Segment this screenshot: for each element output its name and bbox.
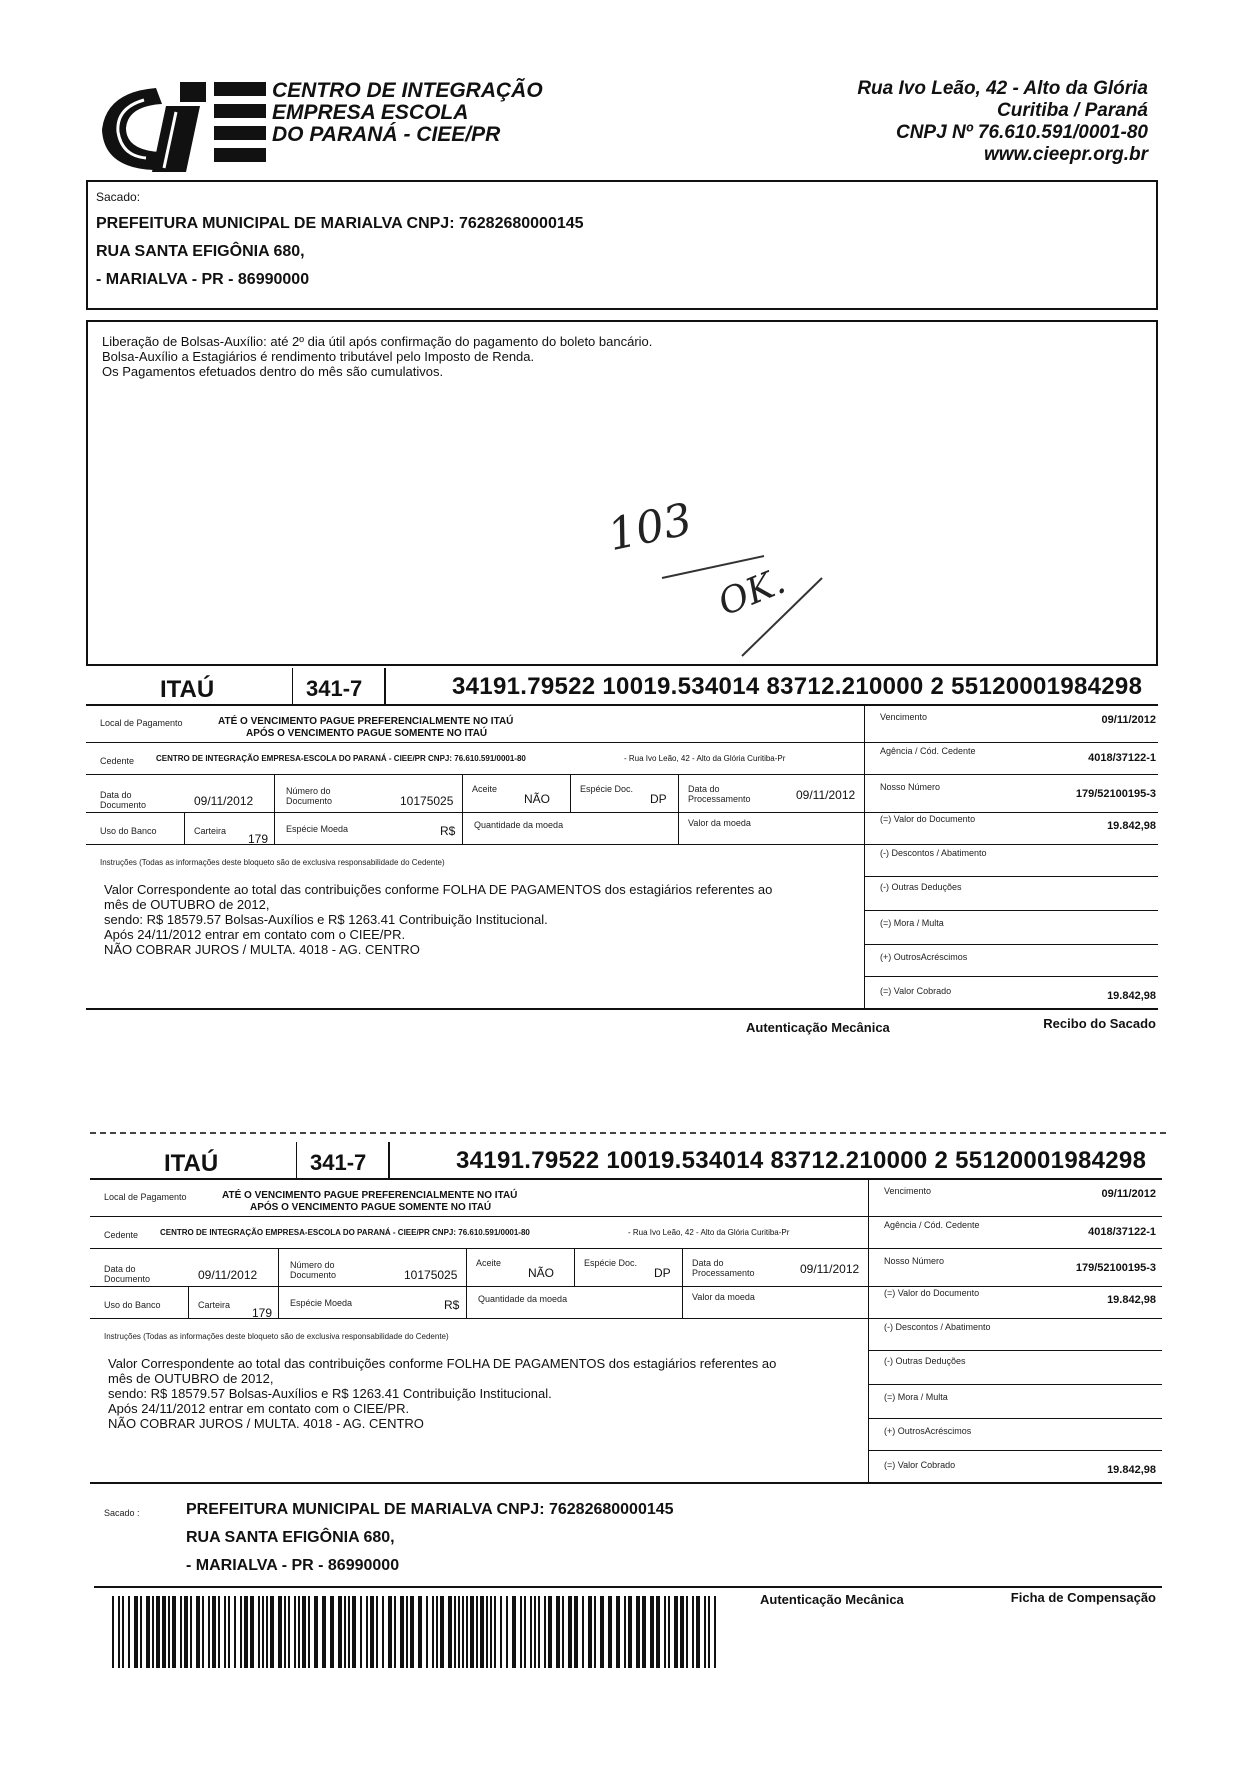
agencia: 4018/37122-1: [1088, 752, 1156, 764]
aceite: NÃO: [524, 792, 551, 806]
instructions: Valor Correspondente ao total das contribuições conforme FOLHA DE PAGAMENTOS dos estagiários referentes ao mês de OUTUBRO de 2012, sendo: R$ 18579.57 Bolsas-Auxílios e R$ 1263.41 Contribuição Institucional. Após 24/11/2012 entrar em contato com o CIEE/PR. NÃO COBRAR JUROS / MULTA. 4018 - AG. CENTRO: [108, 1356, 777, 1431]
barcode-bar: [400, 1596, 404, 1668]
barcode-bar: [512, 1596, 516, 1668]
barcode-bar: [440, 1596, 444, 1668]
barcode: [112, 1596, 718, 1668]
barcode-bar: [680, 1596, 684, 1668]
ficha-de-compensacao: Ficha de Compensação: [1010, 1590, 1156, 1605]
barcode-bar: [556, 1596, 560, 1668]
barcode-bar: [262, 1596, 264, 1668]
valor-cobrado: 19.842,98: [1107, 990, 1156, 1002]
barcode-bar: [370, 1596, 374, 1668]
barcode-bar: [234, 1596, 236, 1668]
barcode-bar: [490, 1596, 492, 1668]
barcode-bar: [664, 1596, 666, 1668]
barcode-bar: [172, 1596, 176, 1668]
barcode-bar: [240, 1596, 242, 1668]
barcode-bar: [112, 1596, 114, 1668]
especie-doc: DP: [650, 792, 667, 806]
autenticacao-mecanica: Autenticação Mecânica: [760, 1592, 904, 1607]
barcode-bar: [212, 1596, 216, 1668]
info-line: Liberação de Bolsas-Auxílio: até 2º dia útil após confirmação do pagamento do boleto bancário.: [102, 334, 653, 349]
barcode-bar: [196, 1596, 200, 1668]
compensation-slip: ITAÚ 341-7 34191.79522 10019.534014 83712.210000 2 55120001984298 Local de Pagamento ATÉ O VENCIMENTO PAGUE PREFERENCIALMENTE NO ITAÚ APÓS O VENCIMENTO PAGUE SOMENTE NO ITAÚ Vencimento 09/11/2012 Cedente CENTRO DE INTEGRAÇÃO EMPRESA-ESCOLA DO PARANÁ - CIEE/PR CNPJ: 76.610.591/0001-80 - Rua Ivo Leão, 42 - Alto da Glória Curitiba-Pr Agência / Cód. Cedente 4018/37122-1 Data do Documento 09/11/2012 Número do Documento 10175025 Aceite NÃO Espécie Doc. DP Data do Processamento 09/11/2012 Nosso Número 179/52100195-3 Uso do Banco Carteira 179 Espécie Moeda R$ Quantidade da moeda Valor da moeda (=) Valor do Documento 19.842,98 Instruções (Todas as informações deste bloqueto são de exclusiva responsabilidade do Cedente) Valor Correspondente ao total das contribuições conforme FOLHA DE PAGAMENTOS dos estagiários referentes ao mês de OUTUBRO de 2012, sendo: R$ 18579.57 Bolsas-Auxílios e R$ 1263.41 Contribuição Institucional. Após 24/11/2012 entrar em contato com o CIEE/PR. NÃO COBRAR JUROS / MULTA. 4018 - AG. CENTRO (-) Descontos / Abatimento (-) Outras Deduções (=) Mora / Multa (+) OutrosAcréscimos (=) Valor Cobrado 19.842,98 Sacado : PREFEITURA MUNICIPAL DE MARIALVA CNPJ: 76282680000145 RUA SANTA EFIGÔNIA 680, - MARIALVA - PR - 86990000 Autenticação Mecânica Ficha de Compensação: [4, 474, 1248, 1774]
digitable-line: 34191.79522 10019.534014 83712.210000 2 55120001984298: [456, 1147, 1147, 1174]
especie-moeda: R$: [440, 824, 456, 838]
receipt-slip: ITAÚ 341-7 34191.79522 10019.534014 83712.210000 2 55120001984298 Local de Pagamento ATÉ O VENCIMENTO PAGUE PREFERENCIALMENTE NO ITAÚ APÓS O VENCIMENTO PAGUE SOMENTE NO ITAÚ Vencimento 09/11/2012 Cedente CENTRO DE INTEGRAÇÃO EMPRESA-ESCOLA DO PARANÁ - CIEE/PR CNPJ: 76.610.591/0001-80 - Rua Ivo Leão, 42 - Alto da Glória Curitiba-Pr Agência / Cód. Cedente 4018/37122-1 Data do Documento 09/11/2012 Número do Documento 10175025 Aceite NÃO Espécie Doc. DP Data do Processamento 09/11/2012 Nosso Número 179/52100195-3 Uso do Banco Carteira 179 Espécie Moeda R$ Quantidade da moeda Valor da moeda (=) Valor do Documento 19.842,98 Instruções (Todas as informações deste bloqueto são de exclusiva responsabilidade do Cedente) Valor Correspondente ao total das contribuições conforme FOLHA DE PAGAMENTOS dos estagiários referentes ao mês de OUTUBRO de 2012, sendo: R$ 18579.57 Bolsas-Auxílios e R$ 1263.41 Contribuição Institucional. Após 24/11/2012 entrar em contato com o CIEE/PR. NÃO COBRAR JUROS / MULTA. 4018 - AG. CENTRO (-) Descontos / Abatimento (-) Outras Deduções (=) Mora / Multa (+) OutrosAcréscimos (=) Valor Cobrado 19.842,98 Autenticação Mecânica Recibo do Sacado: [0, 0, 1248, 1040]
barcode-bar: [406, 1596, 408, 1668]
data-processamento: 09/11/2012: [800, 1262, 860, 1276]
bank-name: ITAÚ: [160, 676, 215, 703]
barcode-bar: [344, 1596, 346, 1668]
barcode-bar: [278, 1596, 282, 1668]
local-pagamento: ATÉ O VENCIMENTO PAGUE PREFERENCIALMENTE NO ITAÚ APÓS O VENCIMENTO PAGUE SOMENTE NO ITAÚ: [222, 1190, 518, 1213]
barcode-bar: [244, 1596, 248, 1668]
barcode-bar: [360, 1596, 362, 1668]
barcode-bar: [352, 1596, 356, 1668]
data-processamento: 09/11/2012: [796, 788, 856, 802]
barcode-bar: [140, 1596, 142, 1668]
barcode-bar: [376, 1596, 378, 1668]
barcode-bar: [562, 1596, 564, 1668]
barcode-bar: [122, 1596, 124, 1668]
barcode-bar: [544, 1596, 546, 1668]
barcode-bar: [270, 1596, 274, 1668]
barcode-bar: [486, 1596, 488, 1668]
barcode-bar: [258, 1596, 260, 1668]
instructions: Valor Correspondente ao total das contribuições conforme FOLHA DE PAGAMENTOS dos estagiários referentes ao mês de OUTUBRO de 2012, sendo: R$ 18579.57 Bolsas-Auxílios e R$ 1263.41 Contribuição Institucional. Após 24/11/2012 entrar em contato com o CIEE/PR. NÃO COBRAR JUROS / MULTA. 4018 - AG. CENTRO: [104, 882, 773, 957]
carteira: 179: [248, 832, 269, 846]
barcode-bar: [686, 1596, 688, 1668]
barcode-bar: [308, 1596, 310, 1668]
valor-cobrado: 19.842,98: [1107, 1464, 1156, 1476]
vencimento: 09/11/2012: [1101, 1188, 1156, 1200]
barcode-bar: [476, 1596, 478, 1668]
barcode-bar: [128, 1596, 130, 1668]
barcode-bar: [134, 1596, 138, 1668]
barcode-bar: [650, 1596, 654, 1668]
barcode-bar: [250, 1596, 254, 1668]
barcode-bar: [208, 1596, 210, 1668]
barcode-bar: [338, 1596, 342, 1668]
barcode-bar: [454, 1596, 456, 1668]
barcode-bar: [426, 1596, 428, 1668]
sacado-street: RUA SANTA EFIGÔNIA 680,: [186, 1529, 395, 1546]
vencimento: 09/11/2012: [1101, 714, 1156, 726]
barcode-bar: [218, 1596, 220, 1668]
barcode-bar: [520, 1596, 522, 1668]
agencia: 4018/37122-1: [1088, 1226, 1156, 1238]
barcode-bar: [348, 1596, 350, 1668]
barcode-bar: [462, 1596, 464, 1668]
barcode-bar: [184, 1596, 188, 1668]
barcode-bar: [118, 1596, 120, 1668]
barcode-bar: [314, 1596, 318, 1668]
valor-documento: 19.842,98: [1107, 820, 1156, 832]
sacado-city: - MARIALVA - PR - 86990000: [186, 1557, 400, 1574]
barcode-bar: [708, 1596, 710, 1668]
barcode-bar: [548, 1596, 552, 1668]
barcode-bar: [524, 1596, 526, 1668]
barcode-bar: [696, 1596, 700, 1668]
barcode-bar: [642, 1596, 646, 1668]
barcode-bar: [628, 1596, 632, 1668]
recibo-do-sacado: Recibo do Sacado: [1043, 1016, 1156, 1031]
local-pagamento: ATÉ O VENCIMENTO PAGUE PREFERENCIALMENTE NO ITAÚ APÓS O VENCIMENTO PAGUE SOMENTE NO ITAÚ: [218, 716, 514, 739]
barcode-bar: [574, 1596, 578, 1668]
barcode-bar: [394, 1596, 396, 1668]
barcode-bar: [582, 1596, 584, 1668]
barcode-bar: [382, 1596, 384, 1668]
barcode-bar: [608, 1596, 612, 1668]
barcode-bar: [202, 1596, 204, 1668]
bank-name: ITAÚ: [164, 1150, 219, 1177]
handwritten-ok: OK.: [712, 560, 792, 625]
sacado-street: RUA SANTA EFIGÔNIA 680,: [96, 243, 305, 260]
barcode-bar: [616, 1596, 620, 1668]
autenticacao-mecanica: Autenticação Mecânica: [746, 1020, 890, 1035]
barcode-bar: [432, 1596, 434, 1668]
barcode-bar: [668, 1596, 670, 1668]
barcode-bar: [168, 1596, 170, 1668]
barcode-bar: [674, 1596, 678, 1668]
digitable-line: 34191.79522 10019.534014 83712.210000 2 55120001984298: [452, 673, 1143, 700]
sacado-label: Sacado:: [96, 190, 141, 204]
barcode-bar: [436, 1596, 438, 1668]
cedente: CENTRO DE INTEGRAÇÃO EMPRESA-ESCOLA DO PARANÁ - CIEE/PR CNPJ: 76.610.591/0001-80: [156, 754, 526, 763]
cedente: CENTRO DE INTEGRAÇÃO EMPRESA-ESCOLA DO PARANÁ - CIEE/PR CNPJ: 76.610.591/0001-80: [160, 1228, 530, 1237]
barcode-bar: [366, 1596, 368, 1668]
barcode-bar: [636, 1596, 640, 1668]
barcode-bar: [146, 1596, 150, 1668]
bank-code: 341-7: [306, 676, 363, 701]
barcode-bar: [480, 1596, 484, 1668]
sacado-city: - MARIALVA - PR - 86990000: [96, 271, 310, 288]
barcode-bar: [500, 1596, 502, 1668]
barcode-bar: [284, 1596, 286, 1668]
barcode-bar: [294, 1596, 296, 1668]
barcode-bar: [624, 1596, 626, 1668]
barcode-bar: [530, 1596, 532, 1668]
handwritten-number: 103: [603, 493, 697, 562]
barcode-bar: [330, 1596, 334, 1668]
barcode-bar: [656, 1596, 660, 1668]
org-name: CENTRO DE INTEGRAÇÃO EMPRESA ESCOLA DO PARANÁ - CIEE/PR: [272, 79, 543, 146]
barcode-bar: [704, 1596, 706, 1668]
barcode-bar: [588, 1596, 592, 1668]
barcode-bar: [266, 1596, 268, 1668]
barcode-bar: [494, 1596, 496, 1668]
barcode-bar: [388, 1596, 392, 1668]
barcode-bar: [224, 1596, 226, 1668]
org-address: Rua Ivo Leão, 42 - Alto da Glória Curitiba / Paraná CNPJ Nº 76.610.591/0001-80 www.cieepr.org.br: [857, 78, 1148, 165]
sacado-label: Sacado :: [104, 1508, 140, 1518]
barcode-bar: [506, 1596, 508, 1668]
bank-code: 341-7: [310, 1150, 367, 1175]
barcode-bar: [228, 1596, 230, 1668]
sacado-name: PREFEITURA MUNICIPAL DE MARIALVA CNPJ: 76282680000145: [186, 1501, 674, 1518]
nosso-numero: 179/52100195-3: [1075, 788, 1156, 800]
barcode-bar: [418, 1596, 422, 1668]
nosso-numero: 179/52100195-3: [1075, 1262, 1156, 1274]
barcode-bar: [714, 1596, 716, 1668]
data-documento: 09/11/2012: [198, 1268, 258, 1282]
aceite: NÃO: [528, 1266, 555, 1280]
barcode-bar: [162, 1596, 166, 1668]
barcode-bar: [538, 1596, 540, 1668]
barcode-bar: [568, 1596, 572, 1668]
barcode-bar: [190, 1596, 192, 1668]
barcode-bar: [152, 1596, 154, 1668]
barcode-bar: [288, 1596, 290, 1668]
barcode-bar: [466, 1596, 468, 1668]
info-line: Bolsa-Auxílio a Estagiários é rendimento tributável pelo Imposto de Renda.: [102, 349, 535, 364]
barcode-bar: [692, 1596, 694, 1668]
barcode-bar: [458, 1596, 460, 1668]
valor-documento: 19.842,98: [1107, 1294, 1156, 1306]
carteira: 179: [252, 1306, 273, 1320]
barcode-bar: [448, 1596, 452, 1668]
barcode-bar: [600, 1596, 604, 1668]
barcode-bar: [180, 1596, 182, 1668]
sacado-name: PREFEITURA MUNICIPAL DE MARIALVA CNPJ: 76282680000145: [96, 215, 584, 232]
barcode-bar: [298, 1596, 300, 1668]
barcode-bar: [302, 1596, 306, 1668]
barcode-bar: [410, 1596, 414, 1668]
especie-moeda: R$: [444, 1298, 460, 1312]
numero-documento: 10175025: [400, 794, 454, 808]
barcode-bar: [322, 1596, 326, 1668]
barcode-bar: [470, 1596, 474, 1668]
data-documento: 09/11/2012: [194, 794, 254, 808]
cedente-address: - Rua Ivo Leão, 42 - Alto da Glória Curitiba-Pr: [628, 1228, 790, 1237]
barcode-bar: [156, 1596, 160, 1668]
numero-documento: 10175025: [404, 1268, 458, 1282]
barcode-bar: [534, 1596, 536, 1668]
info-line: Os Pagamentos efetuados dentro do mês são cumulativos.: [102, 364, 444, 379]
barcode-bar: [594, 1596, 596, 1668]
cedente-address: - Rua Ivo Leão, 42 - Alto da Glória Curitiba-Pr: [624, 754, 786, 763]
especie-doc: DP: [654, 1266, 671, 1280]
